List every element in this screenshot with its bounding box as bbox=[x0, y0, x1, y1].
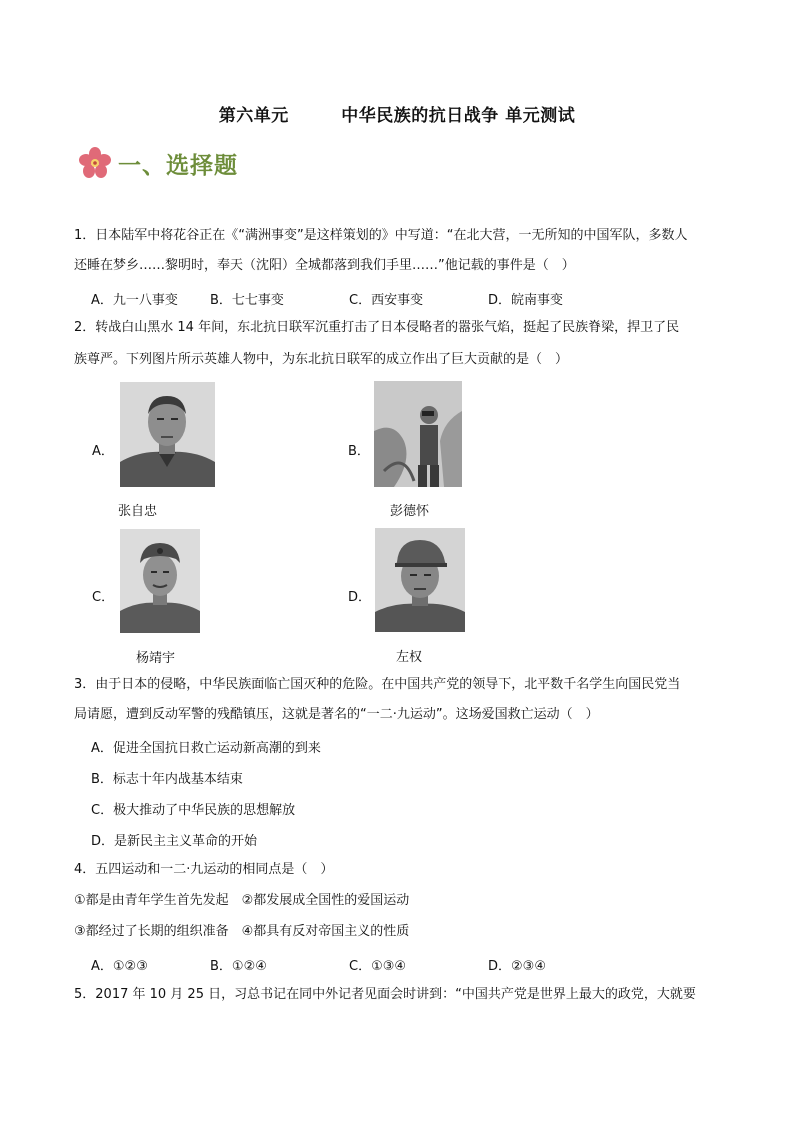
section-header bbox=[78, 146, 238, 180]
q1-option-d: D．皖南事变 bbox=[488, 293, 564, 308]
q4-option-c: C．①③④ bbox=[349, 959, 407, 974]
page-title: 第六单元 中华民族的抗日战争 单元测试 bbox=[218, 106, 576, 126]
portrait-photo-a bbox=[120, 382, 215, 487]
portrait-photo-b bbox=[374, 381, 462, 487]
q2-option-c-letter: C． bbox=[92, 590, 115, 605]
q2-stem-line2: 族尊严。下列图片所示英雄人物中，为东北抗日联军的成立作出了巨大贡献的是（ ） bbox=[74, 352, 569, 367]
q4-stem-line2: ①都是由青年学生首先发起 ②都发展成全国性的爱国运动 bbox=[74, 893, 410, 908]
q2-option-a-letter: A． bbox=[92, 444, 114, 459]
q5-stem-line1: 5．2017 年 10 月 25 日，习总书记在同中外记者见面会时讲到：“中国共产党是世界上最大的政党，大就要 bbox=[74, 987, 696, 1002]
q2-option-d-caption: 左权 bbox=[396, 650, 423, 665]
q4-stem-line3: ③都经过了长期的组织准备 ④都具有反对帝国主义的性质 bbox=[74, 924, 410, 939]
q2-stem-line1: 2．转战白山黑水 14 年间，东北抗日联军沉重打击了日本侵略者的嚣张气焰，挺起了民族脊梁，捍卫了民 bbox=[74, 320, 680, 335]
flower-icon bbox=[78, 146, 112, 180]
section-title: 一、选择题 bbox=[118, 152, 238, 179]
q2-option-b-caption: 彭德怀 bbox=[390, 504, 430, 519]
q1-stem-line1: 1．日本陆军中将花谷正在《“满洲事变”是这样策划的》中写道：“在北大营，一无所知的中国军队，多数人 bbox=[74, 228, 688, 243]
q1-stem-line2: 还睡在梦乡……黎明时，奉天（沈阳）全城都落到我们手里……”他记载的事件是（ ） bbox=[74, 258, 575, 273]
q3-option-c: C．极大推动了中华民族的思想解放 bbox=[91, 803, 296, 818]
q1-option-a: A．九一八事变 bbox=[91, 293, 178, 308]
q2-option-c-caption: 杨靖宇 bbox=[136, 651, 176, 666]
portrait-photo-c bbox=[120, 529, 200, 633]
q4-option-d: D．②③④ bbox=[488, 959, 546, 974]
q2-option-d-letter: D． bbox=[348, 590, 372, 605]
q3-option-b: B．标志十年内战基本结束 bbox=[91, 772, 243, 787]
q2-option-b-letter: B． bbox=[348, 444, 370, 459]
q1-option-c: C．西安事变 bbox=[349, 293, 424, 308]
q1-option-b: B．七七事变 bbox=[210, 293, 284, 308]
q4-stem-line1: 4．五四运动和一二·九运动的相同点是（ ） bbox=[74, 862, 334, 877]
q3-option-a: A．促进全国抗日救亡运动新高潮的到来 bbox=[91, 741, 321, 756]
q4-option-a: A．①②③ bbox=[91, 959, 148, 974]
q2-option-a-caption: 张自忠 bbox=[118, 504, 158, 519]
q4-option-b: B．①②④ bbox=[210, 959, 267, 974]
portrait-photo-d bbox=[375, 528, 465, 632]
q3-stem-line2: 局请愿，遭到反动军警的残酷镇压，这就是著名的“一二·九运动”。这场爱国救亡运动（ ） bbox=[74, 707, 599, 722]
q3-stem-line1: 3．由于日本的侵略，中华民族面临亡国灭种的危险。在中国共产党的领导下，北平数千名学生向国民党当 bbox=[74, 677, 681, 692]
q3-option-d: D．是新民主主义革命的开始 bbox=[91, 834, 258, 849]
